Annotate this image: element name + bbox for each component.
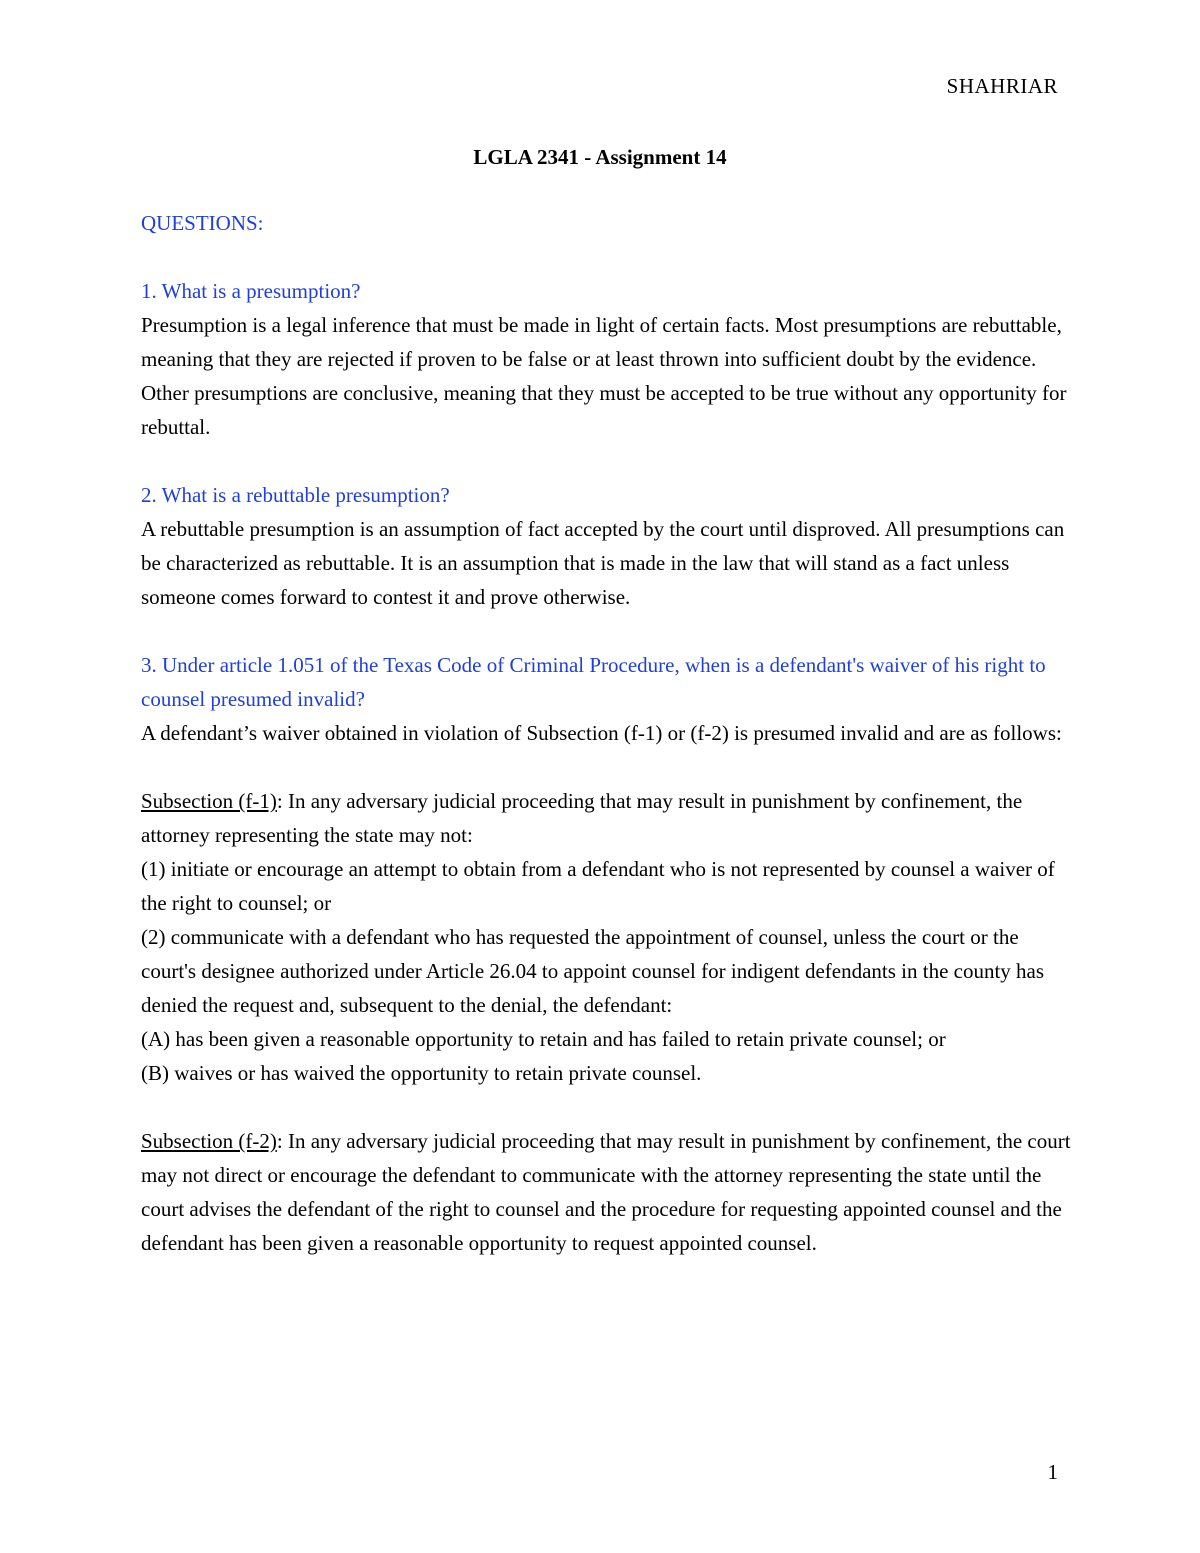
page-number: 1 — [1047, 1460, 1058, 1484]
subsection-f1-item-1: (1) initiate or encourage an attempt to obtain from a defendant who is not represented by counsel a waiver of the right to counsel; or — [141, 857, 1055, 915]
header-author-name: SHAHRIAR — [946, 74, 1058, 98]
qa-item-2 — [141, 478, 1071, 614]
subsection-f1-item-a: (A) has been given a reasonable opportunity to retain and has failed to retain private counsel; or — [141, 1027, 946, 1051]
qa-item-1 — [141, 274, 1071, 444]
questions-label: QUESTIONS: — [141, 211, 264, 235]
subsection-f2-text: : In any adversary judicial proceeding that may result in punishment by confinement, the court may not direct or encourage the defendant to communicate with the attorney representing the state until the court advises the defendant of the right to counsel and the procedure for requesting appointed counsel and the defendant has been given a reasonable opportunity to request appointed counsel. — [141, 1129, 1071, 1255]
answer-3: A defendant’s waiver obtained in violation of Subsection (f-1) or (f-2) is presumed invalid and are as follows: — [141, 721, 1062, 745]
question-3: 3. Under article 1.051 of the Texas Code of Criminal Procedure, when is a defendant's waiver of his right to counsel presumed invalid? — [141, 653, 1046, 711]
qa-item-3 — [141, 648, 1071, 750]
subsection-f2-intro — [141, 1124, 1071, 1260]
subsection-f1-text: : In any adversary judicial proceeding that may result in punishment by confinement, the attorney representing the state may not: — [141, 789, 1023, 847]
answer-2: A rebuttable presumption is an assumption of fact accepted by the court until disproved. All presumptions can be characterized as rebuttable. It is an assumption that is made in the law that will stand as a fact unless someone comes forward to contest it and prove otherwise. — [141, 517, 1065, 609]
document-body — [141, 206, 1071, 1294]
subsection-f2-label: Subsection (f-2) — [141, 1129, 277, 1153]
subsection-f2 — [141, 1124, 1071, 1260]
answer-1: Presumption is a legal inference that must be made in light of certain facts. Most presumptions are rebuttable, meaning that they are rejected if proven to be false or at least thrown into sufficient doubt by the evidence. Other presumptions are conclusive, meaning that they must be accepted to be true without any opportunity for rebuttal. — [141, 313, 1067, 439]
document-title: LGLA 2341 - Assignment 14 — [473, 145, 727, 169]
subsection-f1-intro — [141, 784, 1071, 852]
question-2: 2. What is a rebuttable presumption? — [141, 483, 450, 507]
subsection-f1 — [141, 784, 1071, 1090]
subsection-f1-item-2: (2) communicate with a defendant who has requested the appointment of counsel, unless the court or the court's designee authorized under Article 26.04 to appoint counsel for indigent defendants in the county has denied the request and, subsequent to the denial, the defendant: — [141, 925, 1045, 1017]
subsection-f1-item-b: (B) waives or has waived the opportunity to retain private counsel. — [141, 1061, 702, 1085]
question-1: 1. What is a presumption? — [141, 279, 361, 303]
subsection-f1-label: Subsection (f-1) — [141, 789, 277, 813]
